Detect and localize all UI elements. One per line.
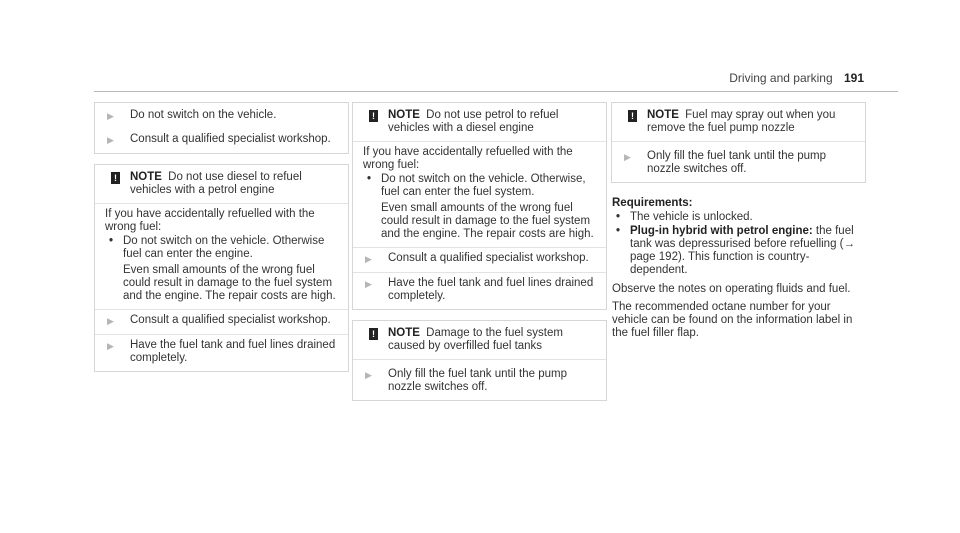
instruction-step: ▶ Do not switch on the vehicle. [107, 109, 277, 121]
note-label: NOTE [388, 327, 420, 339]
list-item: • Plug-in hybrid with petrol engine: the fuel tank was depressurised before refuelling (→ page 192). This function is country-dependent. [612, 225, 866, 277]
column-1 [94, 102, 349, 372]
note-title: Fuel may spray out when you remove the fuel pump nozzle [647, 109, 836, 134]
note-box-spray [611, 102, 866, 183]
note-title: Damage to the fuel system caused by overfilled fuel tanks [388, 327, 563, 352]
instruction-step: ▶ Only fill the fuel tank until the pump nozzle switches off. [365, 368, 567, 393]
step-arrow-icon: ▶ [365, 279, 372, 289]
step-arrow-icon: ▶ [107, 341, 114, 351]
note-header [363, 327, 598, 353]
note-intro: If you have accidentally refuelled with the wrong fuel: [363, 146, 573, 171]
requirements-title: Requirements: [612, 197, 693, 209]
note-header [363, 109, 598, 135]
note-label: NOTE [647, 109, 679, 121]
note-label: NOTE [130, 171, 162, 183]
instruction-step: ▶ Consult a qualified specialist workshop. [107, 314, 331, 326]
running-header [729, 71, 864, 85]
header-divider [94, 91, 898, 92]
column-3 [611, 102, 866, 345]
note-header [622, 109, 857, 135]
step-arrow-icon: ▶ [107, 111, 114, 121]
bullet-icon: • [616, 225, 621, 237]
note-box-petrol [352, 102, 607, 310]
section-title: Driving and parking [729, 71, 833, 85]
warning-icon: ! [628, 110, 637, 122]
list-item: • The vehicle is unlocked. [612, 211, 866, 224]
step-arrow-icon: ▶ [365, 370, 372, 380]
paragraph: Observe the notes on operating fluids and fuel. [612, 283, 851, 295]
page-number: 191 [843, 71, 864, 85]
steps-box [94, 102, 349, 154]
instruction-step: ▶ Consult a qualified specialist workshop. [107, 133, 331, 145]
warning-icon: ! [111, 172, 120, 184]
note-label: NOTE [388, 109, 420, 121]
bullet-icon: • [367, 173, 372, 185]
list-item: • Do not switch on the vehicle. Otherwise, fuel can enter the fuel system. Even small amounts of the wrong fuel could result in damage to the fuel system and the engine. The repair costs are high. [363, 173, 598, 241]
note-title: Do not use diesel to refuel vehicles with a petrol engine [130, 171, 302, 196]
instruction-step: ▶ Consult a qualified specialist workshop. [365, 252, 589, 264]
step-arrow-icon: ▶ [365, 254, 372, 264]
instruction-step: ▶ Only fill the fuel tank until the pump nozzle switches off. [624, 150, 826, 175]
note-box-overfill [352, 320, 607, 401]
warning-icon: ! [369, 328, 378, 340]
instruction-step: ▶ Have the fuel tank and fuel lines drained completely. [107, 339, 336, 364]
requirement-label: Plug-in hybrid with petrol engine: [630, 225, 813, 237]
step-arrow-icon: ▶ [107, 316, 114, 326]
note-title: Do not use petrol to refuel vehicles with a diesel engine [388, 109, 559, 134]
step-arrow-icon: ▶ [624, 152, 631, 162]
list-item: • Do not switch on the vehicle. Otherwise fuel can enter the engine. Even small amounts of the wrong fuel could result in damage to the fuel system and the engine. The repair costs are high. [105, 235, 340, 303]
bullet-icon: • [616, 211, 621, 223]
note-box-diesel [94, 164, 349, 372]
step-arrow-icon: ▶ [107, 135, 114, 145]
note-intro: If you have accidentally refuelled with the wrong fuel: [105, 208, 315, 233]
column-2 [352, 102, 607, 401]
bullet-icon: • [109, 235, 114, 247]
paragraph: The recommended octane number for your vehicle can be found on the information label in the fuel filler flap. [612, 301, 853, 339]
warning-icon: ! [369, 110, 378, 122]
note-header [105, 171, 340, 197]
instruction-step: ▶ Have the fuel tank and fuel lines drained completely. [365, 277, 594, 302]
